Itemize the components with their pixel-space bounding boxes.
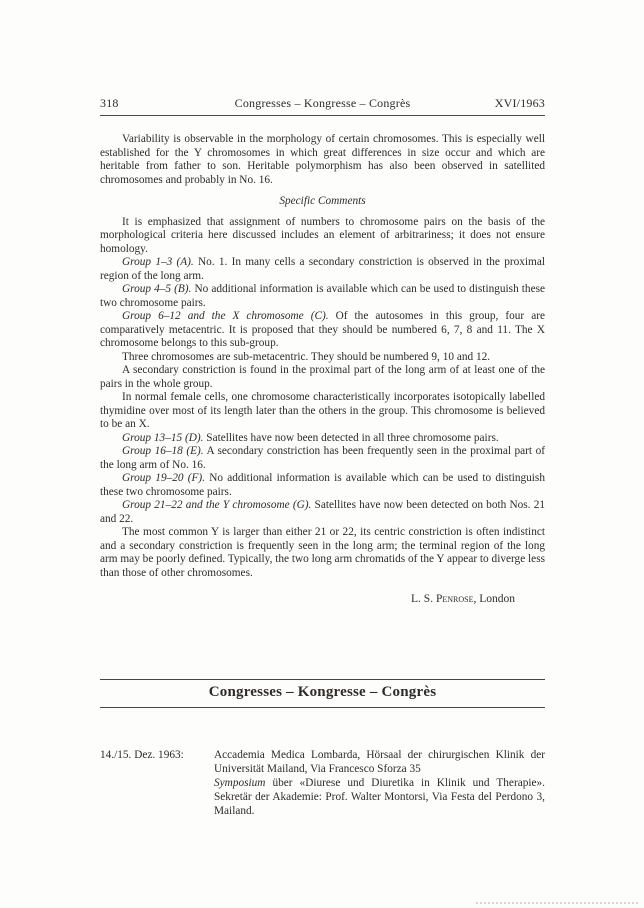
paragraph: A secondary constriction is found in the proximal part of the long arm of at least one of the pairs in the whole group. [100, 364, 545, 390]
congress-entry-description [214, 748, 545, 818]
paragraph [100, 445, 545, 472]
paragraph-text: Satellites have now been detected on both Nos. 21 and 22. [100, 499, 545, 525]
intro-paragraph: Variability is observable in the morphology of certain chromosomes. This is especially well established for the Y chromosomes in which great differences in size occur and which are heritable from father to son. Heritable polymorphism has also been observed in satellited chromosomes and probably in No. 16. [100, 133, 545, 186]
group-label: Group 21–22 and the Y chromosome (G). [122, 499, 312, 511]
specific-comments-heading: Specific Comments [279, 195, 366, 207]
paragraph [100, 432, 545, 446]
congress-entry-details [214, 776, 545, 818]
signature-initials: L. S. [411, 593, 436, 605]
paragraph-text: No. 1. In many cells a secondary constriction is observed in the proximal region of the long arm. [100, 256, 545, 282]
paragraph [100, 283, 545, 310]
congresses-banner [100, 679, 545, 708]
congresses-section [100, 679, 545, 818]
page-number: 318 [100, 96, 119, 110]
running-title: Congresses – Kongresse – Congrès [234, 96, 411, 110]
group-label: Group 19–20 (F). [122, 472, 205, 484]
congress-entry [100, 748, 545, 818]
group-label: Group 13–15 (D). [122, 431, 204, 444]
volume-year: XVI/1963 [494, 96, 545, 110]
congresses-banner-title: Congresses – Kongresse – Congrès [208, 684, 437, 700]
congress-entry-venue: Accademia Medica Lombarda, Hörsaal der chirurgischen Klinik der Universität Mailand, Via Francesco Sforza 35 [214, 749, 545, 775]
signature-surname: Penrose [435, 593, 474, 605]
paragraph [100, 310, 545, 351]
group-label: Group 4–5 (B). [122, 283, 192, 295]
details-text: über «Diurese und Diuretika in Klinik und Therapie». Sekretär der Akademie: Prof. Walter Montorsi, Via Festa del Perdono 3, Mailand. [214, 777, 545, 817]
scan-artifact-dots [476, 902, 638, 904]
group-label: Group 16–18 (E). [122, 445, 204, 457]
signature-location: , London [473, 593, 515, 605]
author-signature [100, 593, 545, 607]
group-label: Group 1–3 (A). [122, 256, 194, 268]
paragraph: The most common Y is larger than either 21 or 22, its centric constriction is often indistinct and a secondary constriction is frequently seen in the long arm; the terminal region of the long arm may be poorly defined. Typically, the two long arm chromatids of the Y appear to diverge less than those of other chromosomes. [100, 526, 545, 579]
paragraph-text: No additional information is available which can be used to distinguish these two chromosome pairs. [100, 472, 545, 498]
symposium-label: Symposium [214, 777, 266, 789]
paragraph [100, 499, 545, 526]
paragraph: It is emphasized that assignment of numbers to chromosome pairs on the basis of the morphological criteria here discussed includes an element of arbitrariness; it does not ensure homology. [100, 215, 545, 255]
congress-entry-date: 14./15. Dez. 1963: [100, 749, 184, 761]
paragraph [100, 256, 545, 283]
article-body [100, 133, 545, 607]
header-rule [100, 115, 545, 116]
paragraph-text: Of the autosomes in this group, four are comparatively metacentric. It is proposed that they should be numbered 6, 7, 8 and 11. The X chromosome belongs to this sub-group. [100, 310, 545, 349]
paragraph-text: Satellites have now been detected in all three chromosome pairs. [203, 431, 499, 444]
group-label: Group 6–12 and the X chromosome (C). [122, 310, 329, 322]
paragraph: Three chromosomes are sub-metacentric. They should be numbered 9, 10 and 12. [122, 350, 491, 363]
paragraph-text: A secondary constriction has been frequently seen in the proximal part of the long arm of No. 16. [100, 445, 545, 471]
paragraph [100, 472, 545, 499]
paragraph-text: No additional information is available which can be used to distinguish these two chromosome pairs. [100, 283, 545, 309]
running-head [100, 96, 545, 111]
paragraph: In normal female cells, one chromosome characteristically incorporates isotopically labelled thymidine over most of its length later than the others in the group. This chromosome is believed to be an X. [100, 391, 545, 430]
